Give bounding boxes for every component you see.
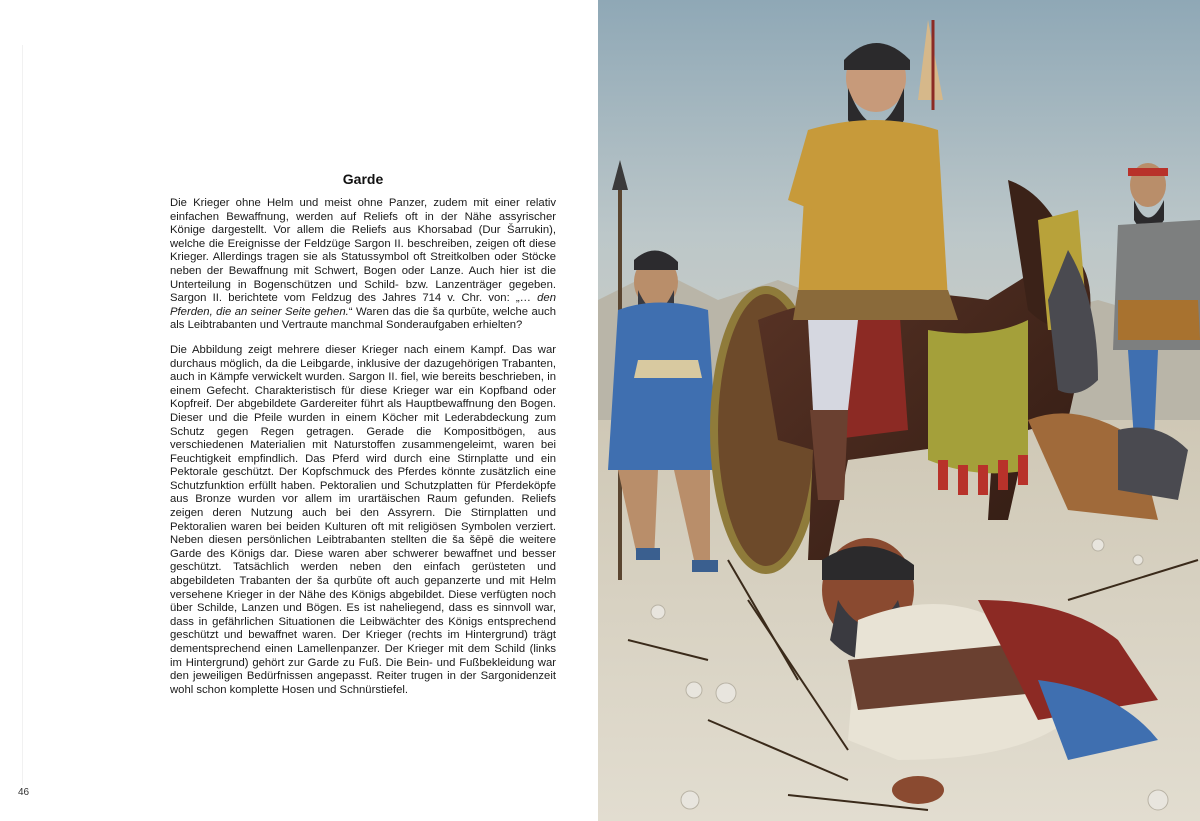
- paragraph-2: Die Abbildung zeigt mehrere dieser Krieger nach einem Kampf. Das war durchaus möglich, da die Leibgarde, inklusive der dazugehörigen Trabanten, auch in Kämpfe verwickelt wurden. Sargon II. fiel, wie bereits beschrieben, in einem Gefecht. Charakteristisch für diese Krieger war ein Kopfband oder Kopfreif. Der abgebildete Gardereiter führt als Hauptbewaffnung den Bogen. Dieser und die Pfeile wurden in einem Köcher mit Lederabdeckung zum Schutz gegen Regen getragen. Gerade die Kompositbögen, aus verschiedenen Materialien mit Naturstoffen zusammengeleimt, waren bei Feuchtigkeit empfindlich. Das Pferd wird durch eine Stirnplatte und ein Pektorale geschützt. Der Kopfschmuck des Pferdes könnte zusätzlich eine Schutzfunktion erfüllt haben. Pektoralien und Schutzplatten für Pferdeköpfe aus Bronze wurden vor allem im urartäischen Raum gefunden. Reliefs zeigen deren Nutzung auch bei den Assyrern. Die Stirnplatten und Pektoralien waren bei beiden Kulturen oft mit religiösen Symbolen verziert. Neben diesen persönlichen Leibtrabanten stellten die ša šēpē die weitere Garde des Königs dar. Diese waren aber schwerer bewaffnet und besser geschützt. Tatsächlich werden neben den einfach gerüsteten und abgebildeten Trabanten der ša qurbūte oft auch gepanzerte und mit Helm versehene Krieger in der Nähe des Königs abgebildet. Diese verfügten noch über Schilde, Lanzen und Bögen. Es ist naheliegend, dass es sinnvoll war, dass in gefährlichen Situationen die Leibwächter des Königs entsprechend geschützt und bewaffnet waren. Der Krieger (rechts im Hintergrund) trägt dementsprechend einen Lamellenpanzer. Der Krieger mit dem Schild (links im Hintergrund) gehört zur Garde zu Fuß. Die Bein- und Fußbekleidung war den jeweiligen Bedürfnissen angepasst. Reiter trugen in der Sargonidenzeit wohl schon komplette Hosen und Schnürstiefel.: [170, 343, 556, 696]
- left-page: [0, 0, 598, 821]
- page-title: Garde: [342, 171, 384, 187]
- body-text: [170, 197, 556, 708]
- battle-illustration: [598, 0, 1200, 821]
- paragraph-1: [170, 197, 556, 333]
- illustration-page: [598, 0, 1200, 821]
- page-edge-line: [22, 45, 23, 785]
- quote-italic: den Pferden, die an seiner Seite gehen.: [170, 292, 556, 318]
- paragraph-1-text-end: “ Waren das die ša qurbūte, welche auch als Leibtrabanten und Vertraute manchmal Sonderaufgaben erhielten?: [170, 305, 556, 332]
- paragraph-1-text: Die Krieger ohne Helm und meist ohne Panzer, zudem mit einer relativ einfachen Bewaffnung, werden auf Reliefs oft in der Nähe assyrischer Könige dargestellt. Vor allem die Reliefs aus Khorsabad (Dur Šarrukin), welche die Ereignisse der Feldzüge Sargon II. beschreiben, zeigen oft diese Krieger. Allerdings tragen sie als Statussymbol oft Streitkolben oder Stöcke neben der Bewaffnung mit Schwert, Bogen oder Lanze. Auch hier ist die Unterteilung in Bogenschützen und Schild- bzw. Lanzenträger gegeben. Sargon II. berichtete vom Feldzug des Jahres 714 v. Chr. von: „…: [170, 197, 556, 305]
- page-number: 46: [18, 787, 30, 798]
